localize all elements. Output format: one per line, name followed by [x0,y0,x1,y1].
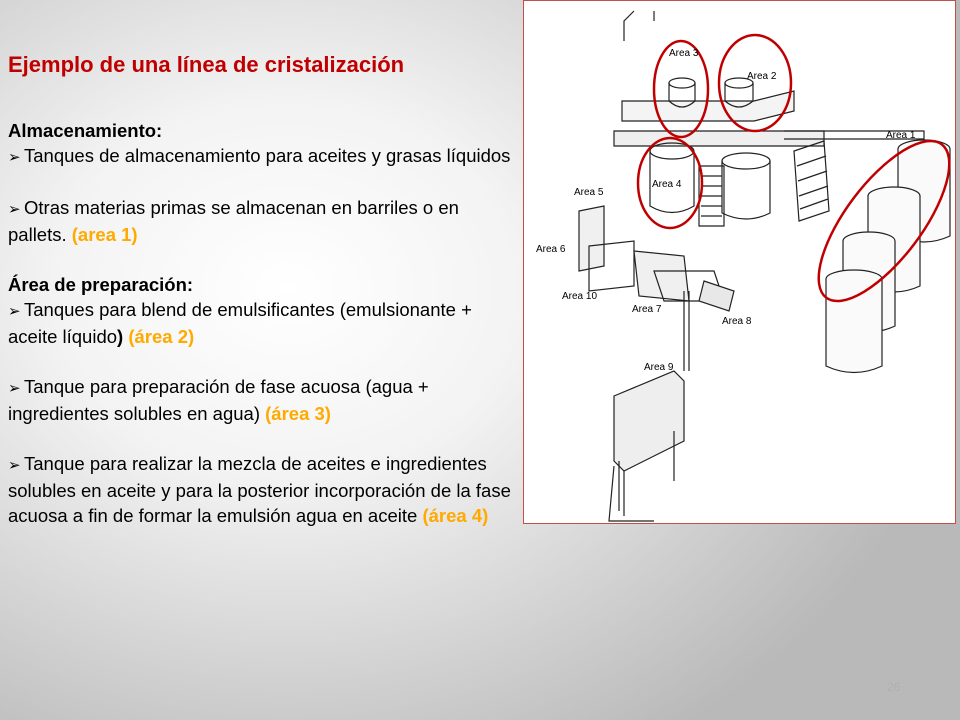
label-area5: Area 5 [574,187,604,198]
label-area2: Area 2 [747,71,777,82]
label-area8: Area 8 [722,316,752,327]
arrow-bullet-icon: ➢ [8,201,21,218]
slide-title: Ejemplo de una línea de cristalización [8,52,405,77]
plant-diagram [523,0,956,524]
area-tag: (área 2) [123,326,195,347]
label-area1: Area 1 [886,130,916,141]
label-area7: Area 7 [632,304,662,315]
label-area3: Area 3 [669,48,699,59]
arrow-bullet-icon: ➢ [8,457,21,474]
slide-body [8,118,520,528]
page-number: 26 [887,680,901,694]
area-tag: (área 3) [265,403,331,424]
section-heading-preparacion: Área de preparación: [8,274,194,295]
area-tag: (área 4) [422,505,489,526]
bullet-tanques-blend [8,297,520,349]
bullet-otras-materias [8,195,520,247]
bullet-text: Tanque para preparación de fase acuosa (agua + ingredientes solubles en agua) [8,376,429,424]
bullet-fase-acuosa [8,374,520,426]
bullet-mezcla [8,451,520,528]
bullet-paren: ) [117,326,124,347]
bullet-tanques-almacenamiento [8,143,520,170]
bullet-text: Otras materias primas se almacenan en barriles o en pallets. [8,197,459,245]
label-area6: Area 6 [536,244,566,255]
label-area10: Area 10 [562,291,598,302]
section-heading-almacenamiento: Almacenamiento: [8,120,163,141]
area-tag: (area 1) [71,224,138,245]
arrow-bullet-icon: ➢ [8,303,21,320]
arrow-bullet-icon: ➢ [8,149,21,166]
label-area4: Area 4 [652,179,682,190]
bullet-text: Tanques de almacenamiento para aceites y grasas líquidos [24,145,511,166]
arrow-bullet-icon: ➢ [8,380,21,397]
plant-diagram-drawing [524,1,957,525]
bullet-text: Tanque para realizar la mezcla de aceites e ingredientes solubles en aceite y para la posterior incorporación de la fase acuosa a fin de formar la emulsión agua en aceite [8,453,511,526]
bullet-text: Tanques para blend de emulsificantes (emulsionante + aceite líquido [8,299,472,347]
label-area9: Area 9 [644,362,674,373]
